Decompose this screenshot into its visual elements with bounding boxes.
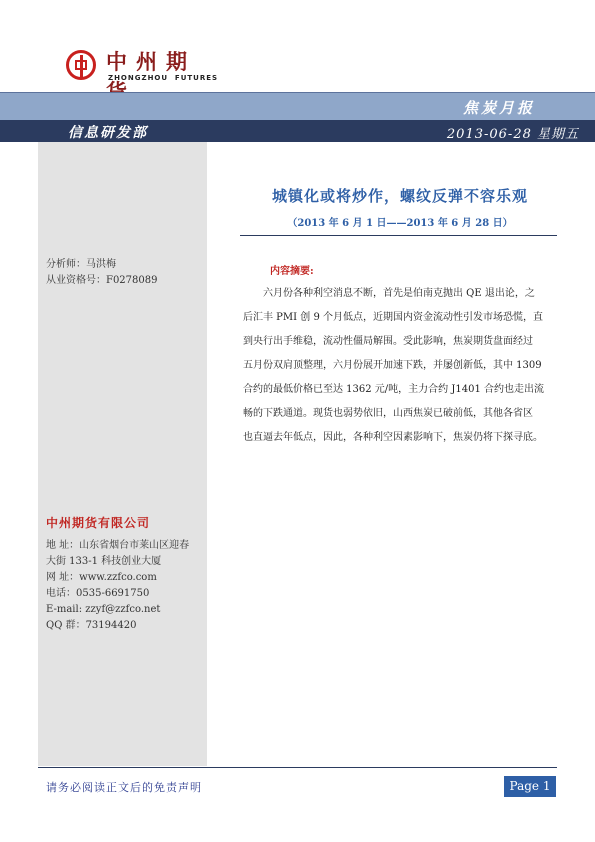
report-period: （2013 年 6 月 1 日——2013 年 6 月 28 日） xyxy=(287,218,513,229)
logo-english-name: ZHONGZHOU FUTURES xyxy=(108,74,219,82)
analyst-info xyxy=(46,257,157,289)
summary-line: 到央行出手维稳，流动性僵局解围。受此影响，焦炭期货盘面经过 xyxy=(243,336,533,347)
logo-chinese-name: 中州期 xyxy=(106,49,196,74)
summary-line: 五月份双肩顶整理，六月份展开加速下跌，并屡创新低，其中 1309 xyxy=(243,360,542,371)
summary-body xyxy=(243,282,557,450)
footer-divider xyxy=(38,767,557,768)
summary-line: 后汇丰 PMI 创 9 个月低点，近期国内资金流动性引发市场恐慌，直 xyxy=(243,312,543,323)
department-name: 信息研发部 xyxy=(68,125,148,141)
report-date: 2013-06-28 星期五 xyxy=(446,127,579,142)
company-logo xyxy=(66,46,219,88)
header-bottom-band xyxy=(0,120,595,142)
analyst-name: 分析师：马洪梅 xyxy=(46,259,116,270)
website: 网 址：www.zzfco.com xyxy=(46,572,157,583)
summary-line: 也直逼去年低点，因此，各种利空因素影响下，焦炭仍将下探寻底。 xyxy=(243,432,543,443)
address-line-2: 大街 133-1 科技创业大厦 xyxy=(46,556,162,567)
analyst-license: 从业资格号：F0278089 xyxy=(46,275,158,286)
report-title: 城镇化或将炒作，螺纹反弹不容乐观 xyxy=(271,187,528,205)
phone: 电话：0535-6691750 xyxy=(46,588,150,599)
email: E-mail: zzyf@zzfco.net xyxy=(46,604,161,615)
summary-heading: 内容摘要: xyxy=(270,266,314,277)
report-type: 焦炭月报 xyxy=(462,99,535,117)
summary-line: 合约的最低价格已至达 1362 元/吨，主力合约 J1401 合约也走出流 xyxy=(243,384,544,395)
page-number-badge: Page 1 xyxy=(504,776,556,797)
company-name: 中州期货有限公司 xyxy=(46,516,151,530)
header-top-band xyxy=(0,92,595,120)
address-line-1: 地 址：山东省烟台市莱山区迎春 xyxy=(46,540,190,551)
contact-info xyxy=(46,538,206,634)
disclaimer-link[interactable]: 请务必阅读正文后的免责声明 xyxy=(46,781,202,794)
sidebar xyxy=(38,142,207,766)
qq-group: QQ 群：73194420 xyxy=(46,620,137,631)
summary-line: 六月份各种利空消息不断，首先是伯南克抛出 QE 退出论，之 xyxy=(263,288,535,299)
title-divider xyxy=(240,235,557,236)
summary-line: 畅的下跌通道。现货也弱势依旧，山西焦炭已破前低，其他各省区 xyxy=(243,408,533,419)
logo-emblem-icon xyxy=(66,50,96,80)
